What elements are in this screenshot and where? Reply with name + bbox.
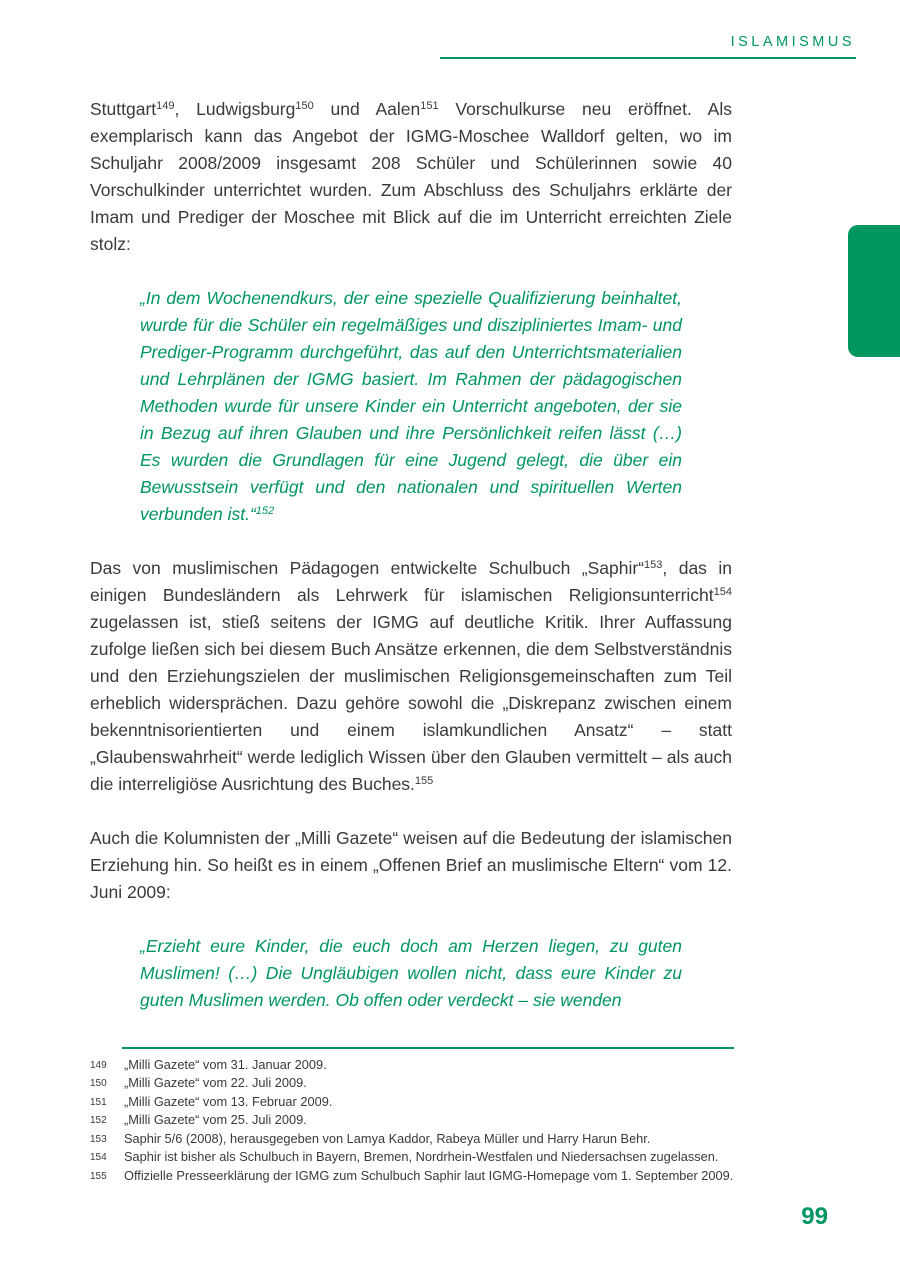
paragraph: Stuttgart$^{149}$, Ludwigsburg$^{150}$ und Aalen$^{151}$ Vorschulkurse neu eröffnet. Als exemplarisch kann das Angebot der IGMG-Moschee Walldorf gelten, wo im Schuljahr 2008/2009 insgesamt 208 Schüler und Schülerinnen sowie 40 Vorschulkinder unterrichtet wurden. Zum Abschluss des Schuljahrs erklärte der Imam und Prediger der Moschee mit Blick auf die im Unterricht erreichten Ziele stolz: [90,99,732,254]
footnote-text: Saphir 5/6 (2008), herausgegeben von Lamya Kaddor, Rabeya Müller und Harry Harun Behr. [124,1130,651,1146]
footnote-ref: 154 [713,586,732,598]
footnote-ref: 151 [420,100,439,112]
footnote-item [90,1056,734,1075]
footnote-ref: 152 [255,505,275,517]
footnote-text: „Milli Gazete“ vom 25. Juli 2009. [124,1112,307,1128]
page-number: 99 [801,1203,828,1230]
footnote-ref: 155 [414,775,434,787]
footnote-item [90,1074,734,1093]
paragraph: Auch die Kolumnisten der „Milli Gazete“ weisen auf die Bedeutung der islamischen Erziehung hin. So heißt es in einem „Offenen Brief an muslimische Eltern“ vom 12. Juni 2009: [90,828,732,902]
footnote-text: Offizielle Presseerklärung der IGMG zum Schulbuch Saphir laut IGMG-Homepage vom 1. September 2009. [124,1168,734,1184]
footnote-number: 154 [90,1152,107,1164]
footnote-ref: 149 [156,100,175,112]
footnote-text: „Milli Gazete“ vom 31. Januar 2009. [124,1056,327,1072]
footnotes-section [90,1047,734,1186]
footnote-number: 151 [90,1096,107,1108]
footnote-item [90,1111,734,1130]
footnotes-rule [122,1047,734,1049]
footnote-number: 152 [90,1115,107,1127]
footnote-number: 149 [90,1059,107,1071]
footnote-ref: 150 [295,100,314,112]
header-rule [440,57,856,59]
page-content [90,96,732,1041]
footnote-ref: 153 [644,559,663,571]
section-index-tab [848,225,900,357]
footnote-item [90,1130,734,1149]
quote-block: „Erzieht eure Kinder, die euch doch am Herzen liegen, zu guten Muslimen! (…) Die Ungläubigen wollen nicht, dass eure Kinder zu guten Muslimen werden. Ob offen oder verdeckt – sie wenden [140,936,682,1010]
quote-block: „In dem Wochenendkurs, der eine spezielle Qualifizierung beinhaltet, wurde für die Schüler ein regelmäßiges und diszipliniertes Imam- und Prediger-Programm durchgeführt, das auf den Unterrichtsmaterialien und Lehrplänen der IGMG basiert. Im Rahmen der pädagogischen Methoden wurde für unsere Kinder ein Unterricht angeboten, der sie in Bezug auf ihren Glauben und ihre Persönlichkeit reifen lässt (…) Es wurden die Grundlagen für eine Jugend gelegt, die über ein Bewusstsein verfügt und den nationalen und spirituellen Werten verbunden ist.“$^{152}$ [140,288,682,524]
footnote-item [90,1093,734,1112]
footnote-number: 153 [90,1133,107,1145]
footnotes-list [90,1056,734,1186]
footnote-text: Saphir ist bisher als Schulbuch in Bayern, Bremen, Nordrhein-Westfalen und Niedersachsen zugelassen. [124,1149,719,1165]
section-header-label: ISLAMISMUS [730,34,855,50]
paragraph: Das von muslimischen Pädagogen entwickelte Schulbuch „Saphir“$^{153}$, das in einigen Bundesländern als Lehrwerk für islamischen Religionsunterricht$^{154}$ zugelassen ist, stieß seitens der IGMG auf deutliche Kritik. Ihrer Auffassung zufolge ließen sich bei diesem Buch Ansätze erkennen, die dem Selbstverständnis und den Erziehungszielen der muslimischen Religionsgemeinschaften zum Teil erheblich widersprächen. Dazu gehöre sowohl die „Diskrepanz zwischen einem bekenntnisorientierten und einem islamkundlichen Ansatz“ – statt „Glaubenswahrheit“ werde lediglich Wissen über den Glauben vermittelt – als auch die interreligiöse Ausrichtung des Buches.$^{155}$ [90,558,732,794]
footnote-item [90,1148,734,1167]
footnote-number: 150 [90,1078,107,1090]
footnote-number: 155 [90,1171,107,1183]
footnote-text: „Milli Gazete“ vom 22. Juli 2009. [124,1075,307,1091]
footnote-item [90,1167,734,1186]
footnote-text: „Milli Gazete“ vom 13. Februar 2009. [124,1093,333,1109]
